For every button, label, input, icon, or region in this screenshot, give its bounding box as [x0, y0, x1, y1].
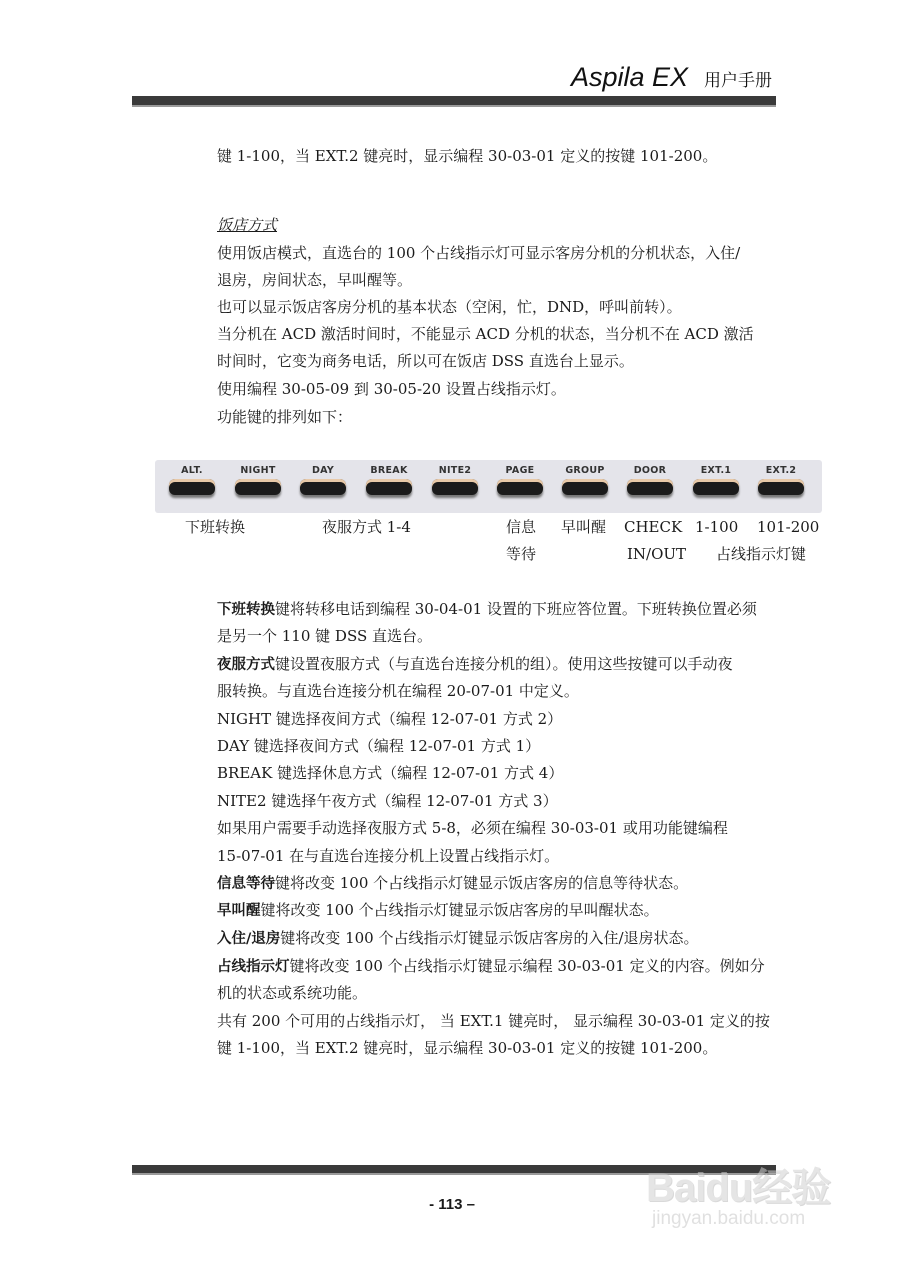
- key-break: [360, 460, 418, 513]
- manual-title: [571, 62, 772, 93]
- key-alt: [163, 460, 221, 513]
- key-button: [432, 479, 478, 495]
- watermark: [638, 1148, 878, 1248]
- text-line: 退房，房间状态，早叫醒等。: [217, 271, 413, 289]
- text-line: 也可以显示饭店客房分机的基本状态（空闲，忙，DND，呼叫前转）。: [217, 298, 682, 316]
- text-line: [217, 651, 782, 680]
- text-line: [217, 596, 782, 625]
- key-day: [294, 460, 352, 513]
- key-group: [556, 460, 614, 513]
- key-button: [497, 479, 543, 495]
- key-label: NITE2: [438, 465, 472, 476]
- caption-range-2: 101-200: [757, 518, 820, 536]
- key-button: [300, 479, 346, 495]
- text-line: 共有 200 个可用的占线指示灯， 当 EXT.1 键亮时， 显示编程 30-03-01 定义的按: [217, 1012, 770, 1030]
- text-line: [217, 870, 782, 899]
- watermark-url: jingyan.baidu.com: [652, 1208, 806, 1229]
- text-line: NITE2 键选择午夜方式（编程 12-07-01 方式 3）: [217, 792, 558, 810]
- text-span: 键将改变 100 个占线指示灯键显示饭店客房的信息等待状态。: [275, 874, 689, 892]
- key-label: NIGHT: [240, 465, 276, 476]
- text-line: 使用编程 30-05-09 到 30-05-20 设置占线指示灯。: [217, 380, 566, 398]
- text-span: 键将改变 100 个占线指示灯键显示饭店客房的入住/退房状态。: [280, 929, 699, 947]
- key-ext2: [752, 460, 810, 513]
- product-name: Aspila EX: [570, 62, 688, 92]
- key-button: [169, 479, 215, 495]
- text-line: BREAK 键选择休息方式（编程 12-07-01 方式 4）: [217, 764, 564, 782]
- key-label: PAGE: [505, 465, 535, 476]
- text-line: 键 1-100，当 EXT.2 键亮时，显示编程 30-03-01 定义的按键 101-200。: [217, 147, 718, 165]
- function-key-strip: [155, 460, 822, 513]
- text-line: 键 1-100，当 EXT.2 键亮时，显示编程 30-03-01 定义的按键 101-200。: [217, 1039, 718, 1057]
- key-label: DAY: [311, 465, 335, 476]
- text-line: NIGHT 键选择夜间方式（编程 12-07-01 方式 2）: [217, 710, 563, 728]
- caption-night-transfer: 下班转换: [185, 518, 246, 536]
- bold-term: 信息等待: [217, 876, 275, 892]
- key-label: DOOR: [633, 465, 667, 476]
- key-button: [693, 479, 739, 495]
- key-label: ALT.: [181, 465, 203, 476]
- caption-range-1: 1-100: [695, 518, 739, 536]
- text-span: 键设置夜服方式（与直选台连接分机的组）。使用这些按键可以手动夜: [275, 655, 733, 673]
- key-button: [366, 479, 412, 495]
- caption-message-waiting-2: 等待: [506, 545, 537, 563]
- bold-term: 下班转换: [217, 602, 275, 618]
- key-button: [235, 479, 281, 495]
- caption-message-waiting: 信息: [506, 518, 537, 536]
- key-label: EXT.1: [700, 465, 732, 476]
- bold-term: 占线指示灯: [217, 959, 290, 975]
- key-button: [758, 479, 804, 495]
- bold-term: 夜服方式: [217, 657, 275, 673]
- manual-label: 用户手册: [704, 71, 772, 91]
- text-line: DAY 键选择夜间方式（编程 12-07-01 方式 1）: [217, 737, 541, 755]
- text-span: 键将改变 100 个占线指示灯键显示饭店客房的早叫醒状态。: [260, 901, 659, 919]
- bold-term: 早叫醒: [217, 903, 261, 919]
- key-page: [491, 460, 549, 513]
- page-number: - 113 –: [429, 1196, 475, 1213]
- key-button: [562, 479, 608, 495]
- text-line: 15-07-01 在与直选台连接分机上设置占线指示灯。: [217, 847, 560, 865]
- caption-wake-up: 早叫醒: [561, 518, 607, 536]
- text-span: 键将转移电话到编程 30-04-01 设置的下班应答位置。下班转换位置必须: [275, 600, 757, 618]
- text-line: [217, 925, 782, 954]
- key-button: [627, 479, 673, 495]
- key-nite2: [426, 460, 484, 513]
- text-line: 当分机在 ACD 激活时间时，不能显示 ACD 分机的状态，当分机不在 ACD 激活: [217, 325, 754, 343]
- bold-term: 入住/退房: [217, 931, 281, 947]
- key-door: [621, 460, 679, 513]
- text-line: 使用饭店模式，直选台的 100 个占线指示灯可显示客房分机的分机状态，入住/: [217, 244, 741, 262]
- key-label: EXT.2: [765, 465, 797, 476]
- key-label: GROUP: [565, 465, 605, 476]
- caption-busy-lamp: 占线指示灯键: [716, 545, 807, 563]
- section-heading: 饭店方式: [217, 216, 278, 234]
- key-night: [229, 460, 287, 513]
- text-line: 时间时，它变为商务电话，所以可在饭店 DSS 直选台上显示。: [217, 352, 634, 370]
- caption-night-mode: 夜服方式 1-4: [322, 518, 411, 536]
- caption-check: CHECK: [624, 518, 683, 536]
- text-line: 如果用户需要手动选择夜服方式 5-8，必须在编程 30-03-01 或用功能键编程: [217, 819, 728, 837]
- text-line: [217, 897, 782, 926]
- key-label: BREAK: [370, 465, 408, 476]
- caption-in-out: IN/OUT: [627, 545, 687, 563]
- text-line: 机的状态或系统功能。: [217, 984, 368, 1002]
- text-line: 是另一个 110 键 DSS 直选台。: [217, 627, 433, 645]
- key-ext1: [687, 460, 745, 513]
- text-line: [217, 953, 782, 982]
- header-rule: [132, 96, 776, 107]
- watermark-logo: Baidu经验: [646, 1166, 831, 1210]
- text-line: 服转换。与直选台连接分机在编程 20-07-01 中定义。: [217, 682, 579, 700]
- text-line: 功能键的排列如下：: [217, 408, 353, 426]
- text-span: 键将改变 100 个占线指示灯键显示编程 30-03-01 定义的内容。例如分: [289, 957, 765, 975]
